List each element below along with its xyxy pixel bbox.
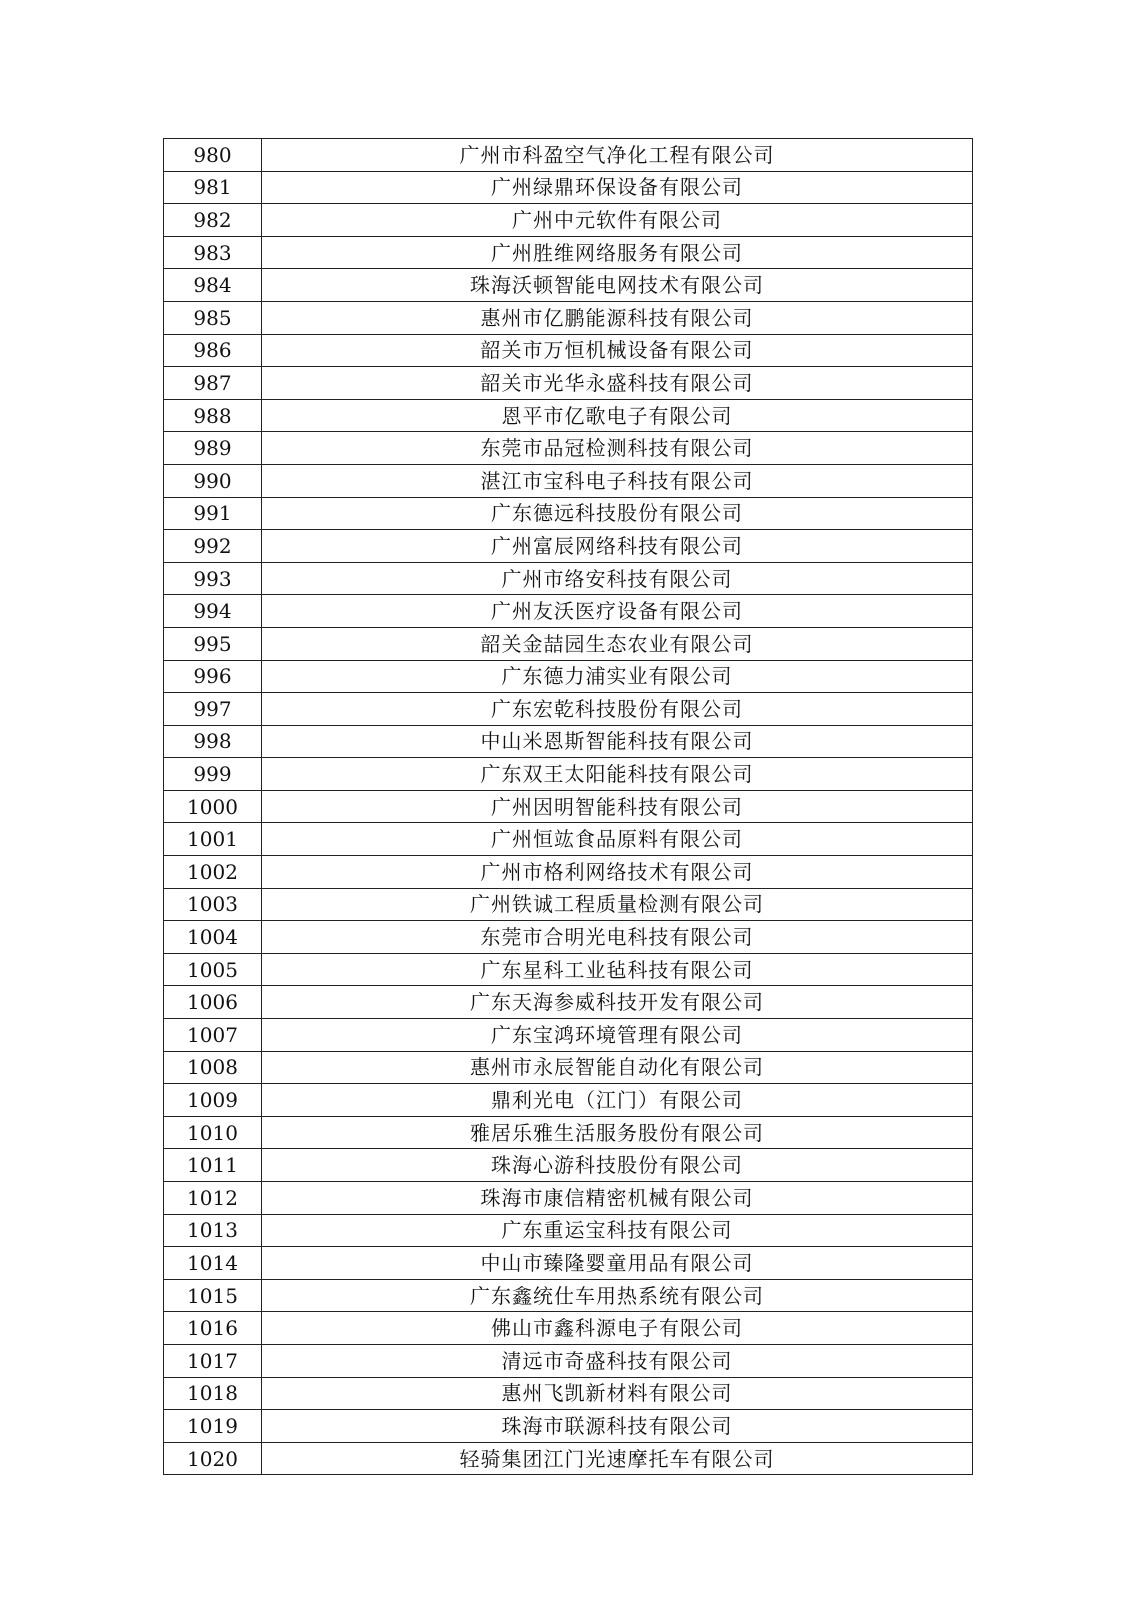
table-row [164,139,973,172]
table-row [164,1377,973,1410]
company-name-cell: 东莞市合明光电科技有限公司 [262,921,973,954]
table-row [164,1247,973,1280]
table-row [164,269,973,302]
row-number-cell: 1000 [164,790,262,823]
table-row [164,1344,973,1377]
row-number-cell: 994 [164,595,262,628]
company-name-cell: 广州因明智能科技有限公司 [262,790,973,823]
company-name-cell: 广东星科工业毡科技有限公司 [262,953,973,986]
row-number-cell: 1008 [164,1051,262,1084]
company-name-cell: 中山市臻隆婴童用品有限公司 [262,1247,973,1280]
company-name-cell: 惠州飞凯新材料有限公司 [262,1377,973,1410]
company-name-cell: 广东宏乾科技股份有限公司 [262,693,973,726]
company-name-cell: 珠海市康信精密机械有限公司 [262,1182,973,1215]
table-row [164,497,973,530]
row-number-cell: 1001 [164,823,262,856]
table-row [164,953,973,986]
table-row [164,986,973,1019]
company-name-cell: 韶关市万恒机械设备有限公司 [262,334,973,367]
table-row [164,1410,973,1443]
table-row [164,432,973,465]
table-row [164,301,973,334]
table-row [164,921,973,954]
table-row [164,530,973,563]
table-row [164,725,973,758]
row-number-cell: 990 [164,464,262,497]
row-number-cell: 998 [164,725,262,758]
company-name-cell: 广东双王太阳能科技有限公司 [262,758,973,791]
company-name-cell: 雅居乐雅生活服务股份有限公司 [262,1116,973,1149]
company-name-cell: 韶关市光华永盛科技有限公司 [262,367,973,400]
row-number-cell: 1019 [164,1410,262,1443]
row-number-cell: 995 [164,627,262,660]
company-name-cell: 广东德力浦实业有限公司 [262,660,973,693]
row-number-cell: 1015 [164,1279,262,1312]
company-name-cell: 广东重运宝科技有限公司 [262,1214,973,1247]
table-row [164,1214,973,1247]
table-row [164,1019,973,1052]
company-name-cell: 珠海市联源科技有限公司 [262,1410,973,1443]
row-number-cell: 992 [164,530,262,563]
company-list-body [164,139,973,1475]
row-number-cell: 1017 [164,1344,262,1377]
row-number-cell: 980 [164,139,262,172]
row-number-cell: 982 [164,204,262,237]
row-number-cell: 1011 [164,1149,262,1182]
company-name-cell: 湛江市宝科电子科技有限公司 [262,464,973,497]
row-number-cell: 1006 [164,986,262,1019]
company-name-cell: 广州绿鼎环保设备有限公司 [262,171,973,204]
row-number-cell: 987 [164,367,262,400]
table-row [164,1051,973,1084]
row-number-cell: 984 [164,269,262,302]
company-name-cell: 惠州市永辰智能自动化有限公司 [262,1051,973,1084]
row-number-cell: 999 [164,758,262,791]
row-number-cell: 1020 [164,1442,262,1475]
company-name-cell: 广州市科盈空气净化工程有限公司 [262,139,973,172]
row-number-cell: 981 [164,171,262,204]
table-row [164,1442,973,1475]
row-number-cell: 997 [164,693,262,726]
company-name-cell: 广州胜维网络服务有限公司 [262,236,973,269]
row-number-cell: 1004 [164,921,262,954]
table-row [164,823,973,856]
table-row [164,236,973,269]
company-list-table [163,138,973,1475]
row-number-cell: 1003 [164,888,262,921]
table-row [164,888,973,921]
table-row [164,171,973,204]
row-number-cell: 1010 [164,1116,262,1149]
row-number-cell: 993 [164,562,262,595]
table-row [164,1312,973,1345]
table-row [164,693,973,726]
company-name-cell: 广东天海参威科技开发有限公司 [262,986,973,1019]
company-name-cell: 清远市奇盛科技有限公司 [262,1344,973,1377]
company-name-cell: 广东宝鸿环境管理有限公司 [262,1019,973,1052]
company-name-cell: 佛山市鑫科源电子有限公司 [262,1312,973,1345]
company-name-cell: 广州恒竑食品原料有限公司 [262,823,973,856]
company-name-cell: 珠海沃顿智能电网技术有限公司 [262,269,973,302]
company-name-cell: 韶关金喆园生态农业有限公司 [262,627,973,660]
row-number-cell: 1005 [164,953,262,986]
company-name-cell: 广州市络安科技有限公司 [262,562,973,595]
row-number-cell: 983 [164,236,262,269]
table-row [164,1149,973,1182]
table-row [164,856,973,889]
table-row [164,334,973,367]
table-row [164,758,973,791]
row-number-cell: 989 [164,432,262,465]
company-name-cell: 惠州市亿鹏能源科技有限公司 [262,301,973,334]
row-number-cell: 986 [164,334,262,367]
company-name-cell: 轻骑集团江门光速摩托车有限公司 [262,1442,973,1475]
table-row [164,464,973,497]
company-name-cell: 鼎利光电（江门）有限公司 [262,1084,973,1117]
row-number-cell: 985 [164,301,262,334]
row-number-cell: 1007 [164,1019,262,1052]
table-row [164,1116,973,1149]
table-row [164,660,973,693]
table-row [164,562,973,595]
company-name-cell: 广东鑫统仕车用热系统有限公司 [262,1279,973,1312]
row-number-cell: 1018 [164,1377,262,1410]
company-name-cell: 广州铁诚工程质量检测有限公司 [262,888,973,921]
table-row [164,1182,973,1215]
row-number-cell: 991 [164,497,262,530]
table-row [164,1084,973,1117]
company-name-cell: 广州友沃医疗设备有限公司 [262,595,973,628]
row-number-cell: 1009 [164,1084,262,1117]
table-row [164,790,973,823]
company-name-cell: 东莞市品冠检测科技有限公司 [262,432,973,465]
row-number-cell: 988 [164,399,262,432]
table-row [164,627,973,660]
table-row [164,399,973,432]
table-row [164,1279,973,1312]
table-row [164,204,973,237]
row-number-cell: 1012 [164,1182,262,1215]
company-name-cell: 广州富辰网络科技有限公司 [262,530,973,563]
company-name-cell: 广州中元软件有限公司 [262,204,973,237]
company-name-cell: 恩平市亿歌电子有限公司 [262,399,973,432]
row-number-cell: 1016 [164,1312,262,1345]
company-name-cell: 广东德远科技股份有限公司 [262,497,973,530]
company-name-cell: 珠海心游科技股份有限公司 [262,1149,973,1182]
row-number-cell: 1002 [164,856,262,889]
company-name-cell: 中山米恩斯智能科技有限公司 [262,725,973,758]
table-row [164,595,973,628]
row-number-cell: 996 [164,660,262,693]
row-number-cell: 1014 [164,1247,262,1280]
table-row [164,367,973,400]
row-number-cell: 1013 [164,1214,262,1247]
company-name-cell: 广州市格利网络技术有限公司 [262,856,973,889]
